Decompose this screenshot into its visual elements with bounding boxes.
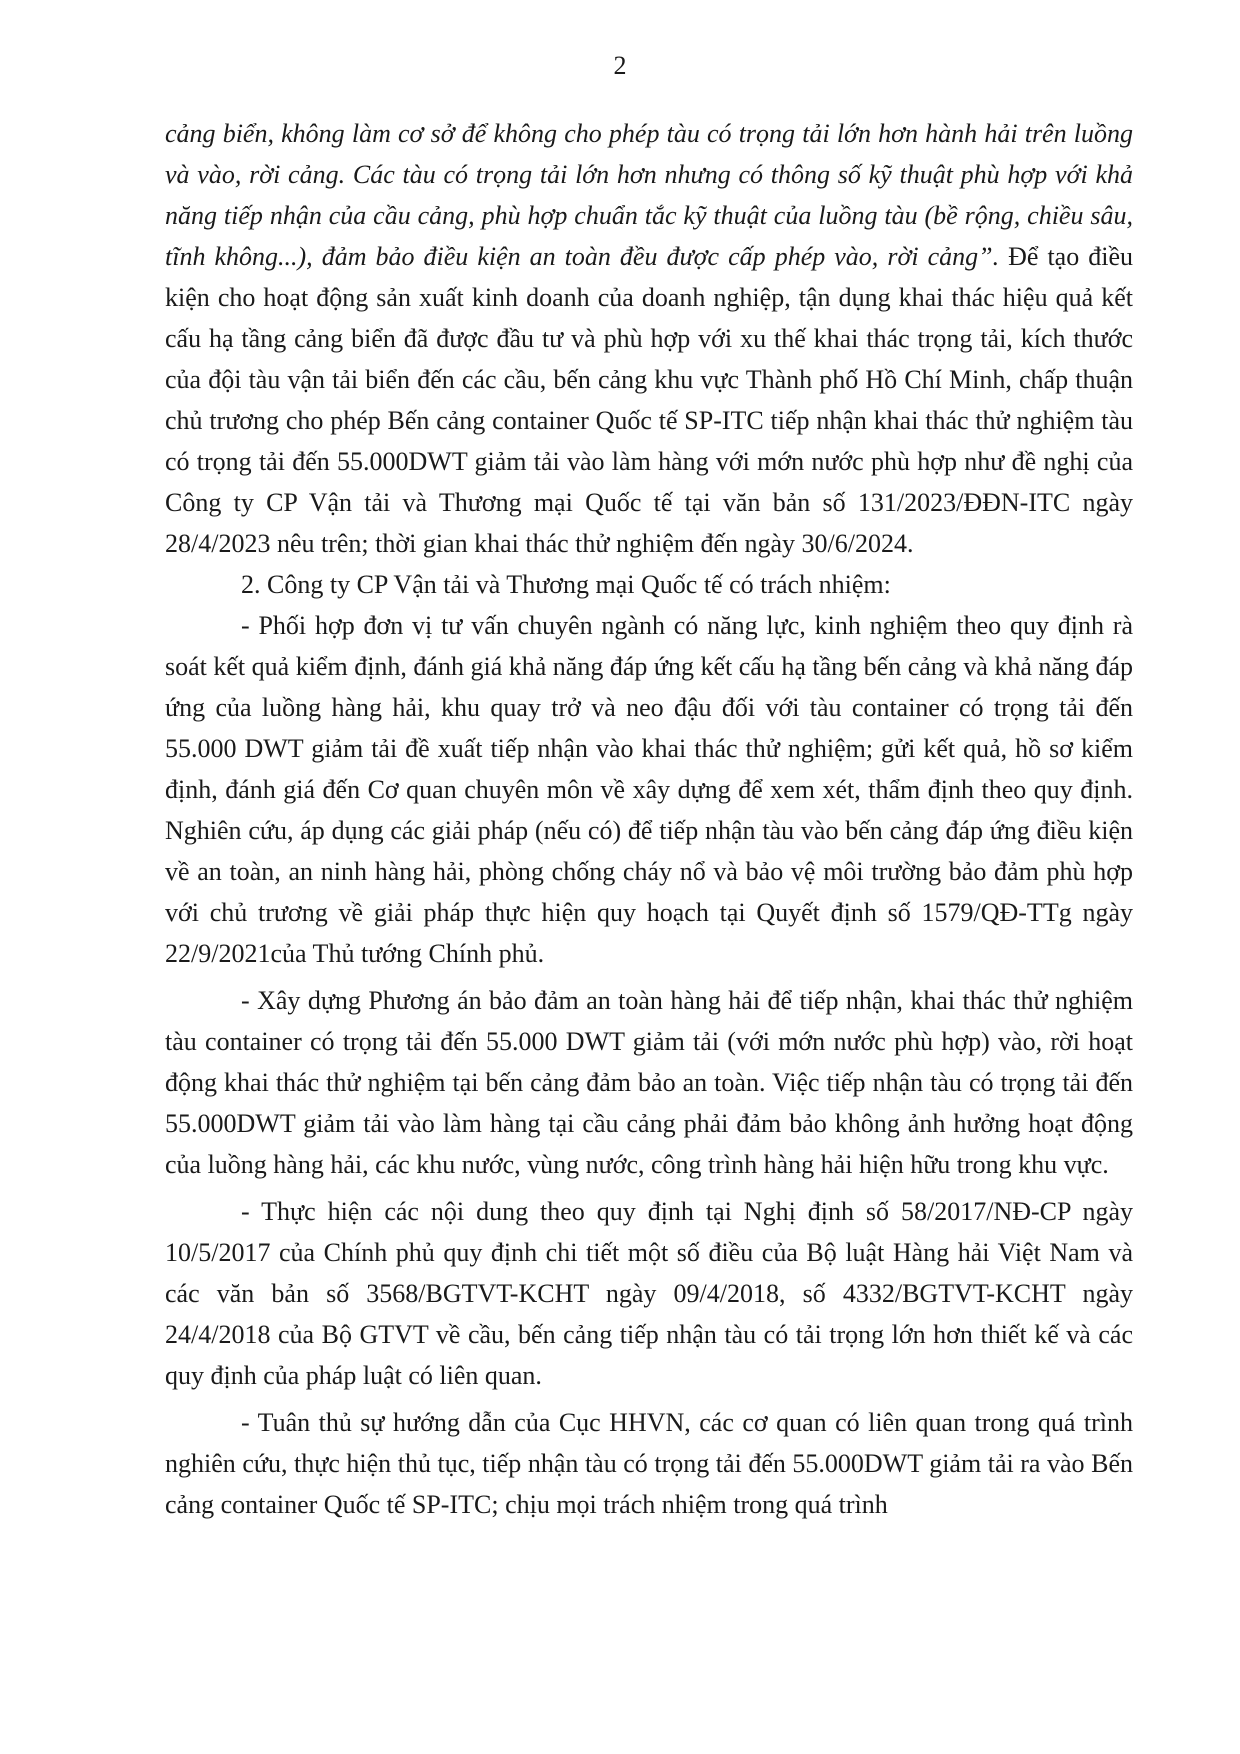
paragraph-3: - Phối hợp đơn vị tư vấn chuyên ngành có năng lực, kinh nghiệm theo quy định rà soát kết quả kiểm định, đánh giá khả năng đáp ứng kết cấu hạ tầng bến cảng và khả năng đáp ứng của luồng hàng hải, khu quay trở và neo đậu đối với tàu container có trọng tải đến 55.000 DWT giảm tải đề xuất tiếp nhận vào khai thác thử nghiệm; gửi kết quả, hồ sơ kiểm định, đánh giá đến Cơ quan chuyên môn về xây dựng để xem xét, thẩm định theo quy định. Nghiên cứu, áp dụng các giải pháp (nếu có) để tiếp nhận tàu vào bến cảng đáp ứng điều kiện về an toàn, an ninh hàng hải, phòng chống cháy nổ và bảo vệ môi trường bảo đảm phù hợp với chủ trương về giải pháp thực hiện quy hoạch tại Quyết định số 1579/QĐ-TTg ngày 22/9/2021của Thủ tướng Chính phủ. [165,611,1133,968]
paragraph-6: - Tuân thủ sự hướng dẫn của Cục HHVN, các cơ quan có liên quan trong quá trình nghiên cứu, thực hiện thủ tục, tiếp nhận tàu có trọng tải đến 55.000DWT giảm tải ra vào Bến cảng container Quốc tế SP-ITC; chịu mọi trách nhiệm trong quá trình [165,1408,1133,1519]
paragraph-2: 2. Công ty CP Vận tải và Thương mại Quốc tế có trách nhiệm: [241,570,891,599]
paragraph-1 [165,113,1133,564]
document-body [165,113,1133,1525]
paragraph-1-text: Để tạo điều kiện cho hoạt động sản xuất kinh doanh của doanh nghiệp, tận dụng khai thác hiệu quả kết cấu hạ tầng cảng biển đã được đầu tư và phù hợp với xu thế khai thác trọng tải, kích thước của đội tàu vận tải biển đến các cầu, bến cảng khu vực Thành phố Hồ Chí Minh, chấp thuận chủ trương cho phép Bến cảng container Quốc tế SP-ITC tiếp nhận khai thác thử nghiệm tàu có trọng tải đến 55.000DWT giảm tải vào làm hàng với mớn nước phù hợp như đề nghị của Công ty CP Vận tải và Thương mại Quốc tế tại văn bản số 131/2023/ĐĐN-ITC ngày 28/4/2023 nêu trên; thời gian khai thác thử nghiệm đến ngày 30/6/2024. [165,242,1134,558]
quoted-text: cảng biển, không làm cơ sở để không cho phép tàu có trọng tải lớn hơn hành hải trên luồng và vào, rời cảng. Các tàu có trọng tải lớn hơn nhưng có thông số kỹ thuật phù hợp với khả năng tiếp nhận của cầu cảng, phù hợp chuẩn tắc kỹ thuật của luồng tàu (bề rộng, chiều sâu, tĩnh không...), đảm bảo điều kiện an toàn đều được cấp phép vào, rời cảng”. [165,119,1133,271]
paragraph-4: - Xây dựng Phương án bảo đảm an toàn hàng hải để tiếp nhận, khai thác thử nghiệm tàu container có trọng tải đến 55.000 DWT giảm tải (với mớn nước phù hợp) vào, rời hoạt động khai thác thử nghiệm tại bến cảng đảm bảo an toàn. Việc tiếp nhận tàu có trọng tải đến 55.000DWT giảm tải vào làm hàng tại cầu cảng phải đảm bảo không ảnh hưởng hoạt động của luồng hàng hải, các khu nước, vùng nước, công trình hàng hải hiện hữu trong khu vực. [165,986,1133,1179]
page-number: 2 [613,51,627,80]
paragraph-5: - Thực hiện các nội dung theo quy định tại Nghị định số 58/2017/NĐ-CP ngày 10/5/2017 của Chính phủ quy định chi tiết một số điều của Bộ luật Hàng hải Việt Nam và các văn bản số 3568/BGTVT-KCHT ngày 09/4/2018, số 4332/BGTVT-KCHT ngày 24/4/2018 của Bộ GTVT về cầu, bến cảng tiếp nhận tàu có tải trọng lớn hơn thiết kế và các quy định của pháp luật có liên quan. [165,1197,1133,1390]
